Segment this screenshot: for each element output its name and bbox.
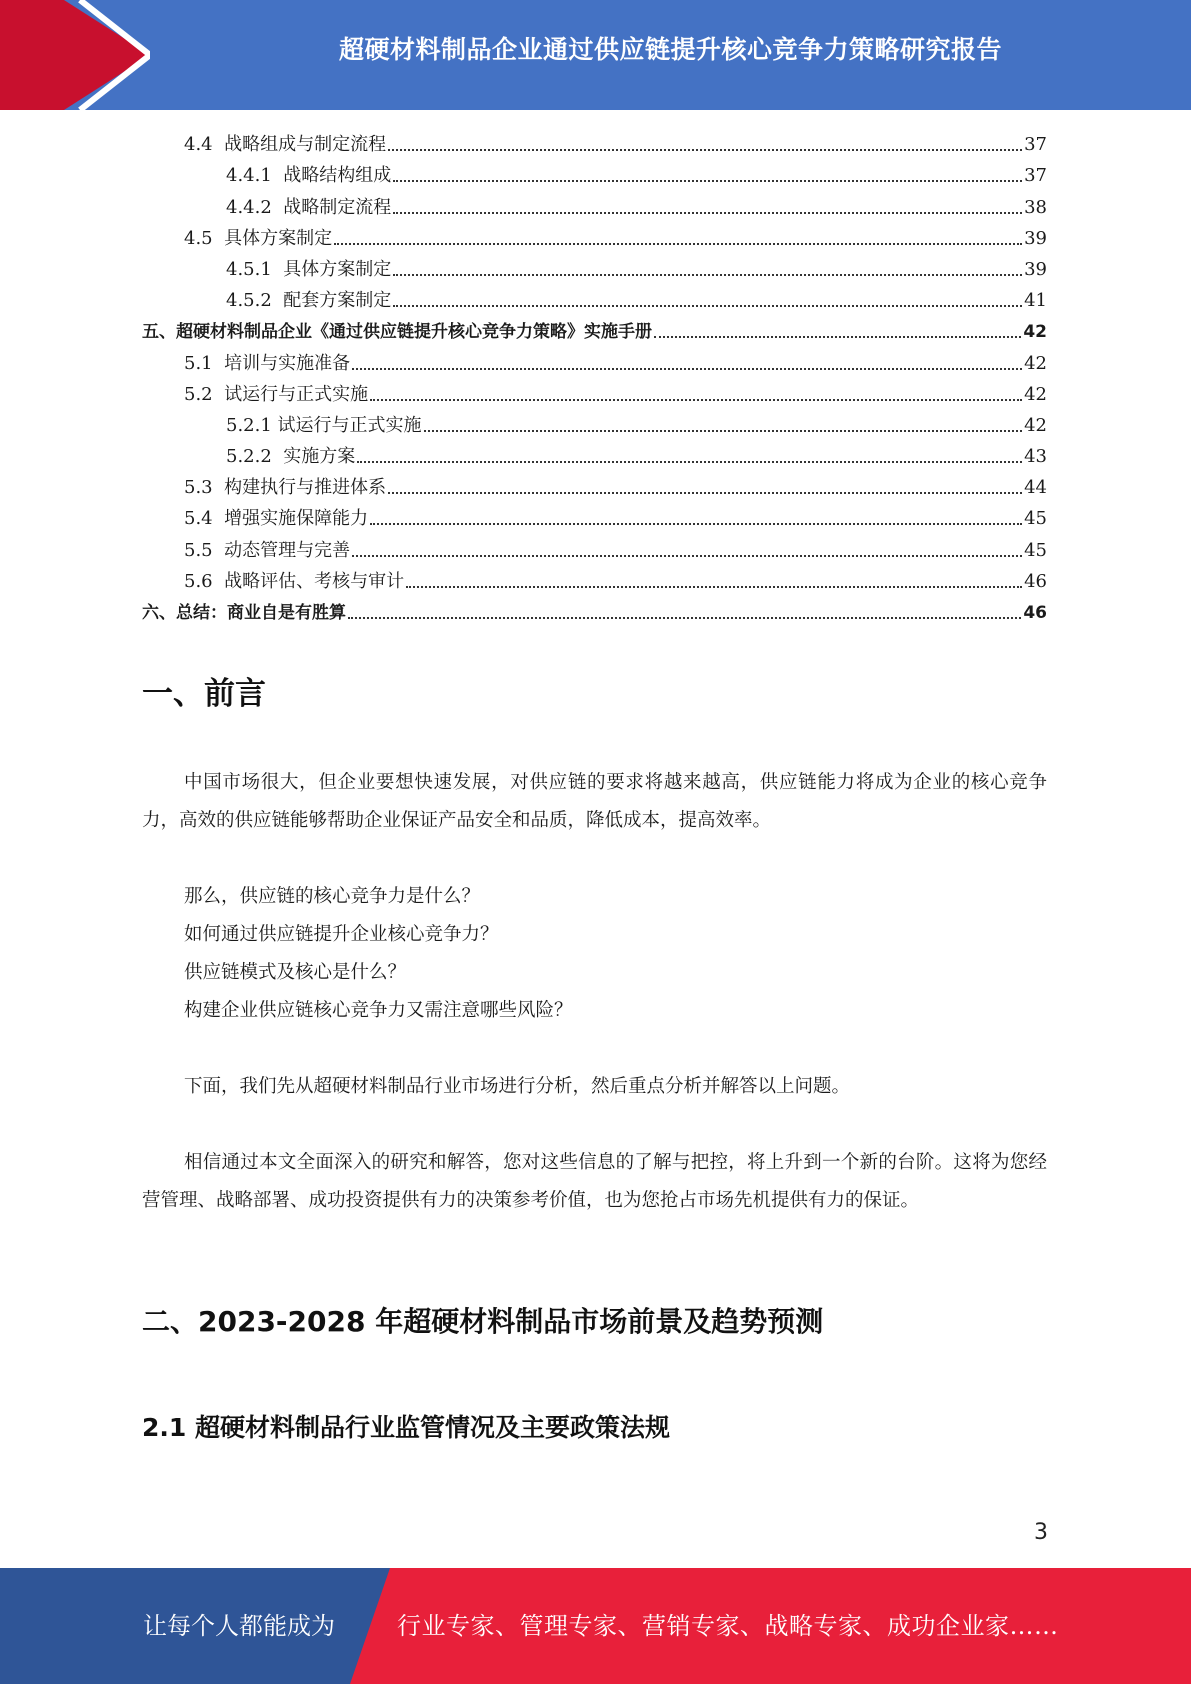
toc-entry[interactable]	[142, 377, 1047, 408]
toc-entry-number: 5.2.2	[226, 446, 284, 468]
toc-entry-title: 战略制定流程	[283, 196, 392, 218]
toc-entry-title: 总结：商业自是有胜算	[176, 603, 346, 623]
table-of-contents	[142, 127, 1047, 626]
footer-slogan-left: 让每个人都能成为	[143, 1612, 335, 1640]
toc-entry-number: 5.2	[184, 383, 225, 405]
toc-entry-title: 构建执行与推进体系	[224, 477, 387, 499]
toc-dot-leader	[352, 555, 1022, 557]
toc-dot-leader	[388, 492, 1022, 494]
toc-entry-title: 试运行与正式实施	[277, 414, 422, 436]
toc-entry-number: 4.4.2	[226, 196, 284, 218]
question-1: 那么，供应链的核心竞争力是什么？	[184, 886, 481, 907]
toc-dot-leader	[370, 399, 1022, 401]
toc-entry[interactable]	[142, 470, 1047, 501]
toc-entry-page: 41	[1024, 290, 1047, 312]
toc-entry-page: 39	[1024, 227, 1047, 249]
toc-entry-number: 4.4	[184, 134, 225, 156]
toc-dot-leader	[406, 586, 1022, 588]
toc-entry-page: 43	[1024, 446, 1047, 468]
toc-entry-page: 42	[1024, 414, 1047, 436]
toc-entry-number: 4.5	[184, 227, 225, 249]
toc-entry[interactable]	[142, 532, 1047, 563]
toc-entry-number: 5.3	[184, 477, 225, 499]
page-header	[0, 0, 1191, 110]
header-arrow-decoration	[0, 0, 150, 110]
toc-entry[interactable]	[142, 314, 1047, 345]
toc-dot-leader	[352, 368, 1022, 370]
toc-entry-number: 4.5.1	[226, 258, 284, 280]
preface-paragraph-1: 中国市场很大，但企业要想快速发展，对供应链的要求将越来越高，供应链能力将成为企业的核心竞争力，高效的供应链能够帮助企业保证产品安全和品质，降低成本，提高效率。	[142, 772, 1047, 831]
toc-entry-title: 培训与实施准备	[224, 352, 351, 374]
toc-entry-title: 增强实施保障能力	[224, 508, 369, 530]
toc-dot-leader	[393, 212, 1022, 214]
toc-entry[interactable]	[142, 221, 1047, 252]
toc-entry-number: 4.4.1	[226, 165, 284, 187]
toc-entry-page: 42	[1023, 322, 1047, 343]
toc-entry-page: 39	[1024, 258, 1047, 280]
toc-entry[interactable]	[142, 189, 1047, 220]
page-footer	[0, 1568, 1191, 1684]
toc-entry-title: 战略结构组成	[283, 165, 392, 187]
toc-entry[interactable]	[142, 158, 1047, 189]
toc-dot-leader	[370, 523, 1022, 525]
toc-entry-number: 六、	[142, 603, 176, 623]
toc-entry-number: 5.5	[184, 539, 225, 561]
footer-slogan-right: 行业专家、管理专家、营销专家、战略专家、成功企业家……	[397, 1612, 1059, 1640]
toc-entry[interactable]	[142, 439, 1047, 470]
toc-dot-leader	[393, 274, 1022, 276]
preface-paragraph-3: 相信通过本文全面深入的研究和解答，您对这些信息的了解与把控，将上升到一个新的台阶。这将为您经营管理、战略部署、成功投资提供有力的决策参考价值，也为您抢占市场先机提供有力的保证。	[142, 1152, 1047, 1211]
subsection-heading-regulation: 2.1 超硬材料制品行业监管情况及主要政策法规	[142, 1413, 670, 1442]
toc-entry-title: 实施方案	[283, 446, 356, 468]
toc-entry[interactable]	[142, 595, 1047, 626]
toc-entry-number: 5.4	[184, 508, 225, 530]
toc-entry-title: 超硬材料制品企业《通过供应链提升核心竞争力策略》实施手册	[176, 322, 652, 343]
toc-dot-leader	[393, 305, 1022, 307]
header-title: 超硬材料制品企业通过供应链提升核心竞争力策略研究报告	[338, 35, 1002, 64]
toc-dot-leader	[654, 336, 1021, 338]
toc-entry-title: 具体方案制定	[224, 227, 333, 249]
toc-entry-page: 38	[1024, 196, 1047, 218]
section-heading-preface: 一、前言	[142, 676, 266, 712]
toc-entry[interactable]	[142, 564, 1047, 595]
toc-entry-title: 试运行与正式实施	[224, 383, 369, 405]
toc-entry-title: 具体方案制定	[283, 258, 392, 280]
question-3: 供应链模式及核心是什么？	[184, 962, 407, 983]
toc-entry-title: 战略评估、考核与审计	[224, 570, 405, 592]
toc-entry[interactable]	[142, 501, 1047, 532]
page-number: 3	[1034, 1520, 1048, 1545]
toc-entry-number: 4.5.2	[226, 290, 284, 312]
toc-entry-page: 45	[1024, 508, 1047, 530]
toc-entry-page: 45	[1024, 539, 1047, 561]
toc-entry-title: 战略组成与制定流程	[224, 134, 387, 156]
toc-entry[interactable]	[142, 408, 1047, 439]
toc-entry-page: 42	[1024, 383, 1047, 405]
toc-dot-leader	[334, 243, 1022, 245]
toc-entry-number: 5.1	[184, 352, 225, 374]
toc-entry-title: 配套方案制定	[283, 290, 392, 312]
toc-entry-number: 5.6	[184, 570, 225, 592]
toc-entry[interactable]	[142, 127, 1047, 158]
toc-dot-leader	[424, 430, 1023, 432]
toc-dot-leader	[348, 617, 1021, 619]
toc-entry[interactable]	[142, 345, 1047, 376]
toc-dot-leader	[357, 461, 1022, 463]
toc-entry-title: 动态管理与完善	[224, 539, 351, 561]
toc-entry-page: 44	[1024, 477, 1047, 499]
toc-entry[interactable]	[142, 283, 1047, 314]
toc-dot-leader	[393, 180, 1022, 182]
toc-entry-number: 五、	[142, 322, 176, 343]
toc-dot-leader	[388, 149, 1022, 151]
toc-entry-page: 37	[1024, 165, 1047, 187]
preface-paragraph-2: 下面，我们先从超硬材料制品行业市场进行分析，然后重点分析并解答以上问题。	[184, 1076, 851, 1097]
toc-entry-page: 37	[1024, 134, 1047, 156]
toc-entry-page: 42	[1024, 352, 1047, 374]
section-heading-market-outlook: 二、2023-2028 年超硬材料制品市场前景及趋势预测	[142, 1305, 824, 1338]
toc-entry[interactable]	[142, 252, 1047, 283]
toc-entry-page: 46	[1023, 603, 1047, 623]
question-2: 如何通过供应链提升企业核心竞争力？	[184, 924, 499, 945]
question-4: 构建企业供应链核心竞争力又需注意哪些风险？	[184, 1000, 573, 1021]
toc-entry-page: 46	[1024, 570, 1047, 592]
toc-entry-number: 5.2.1	[226, 414, 278, 436]
